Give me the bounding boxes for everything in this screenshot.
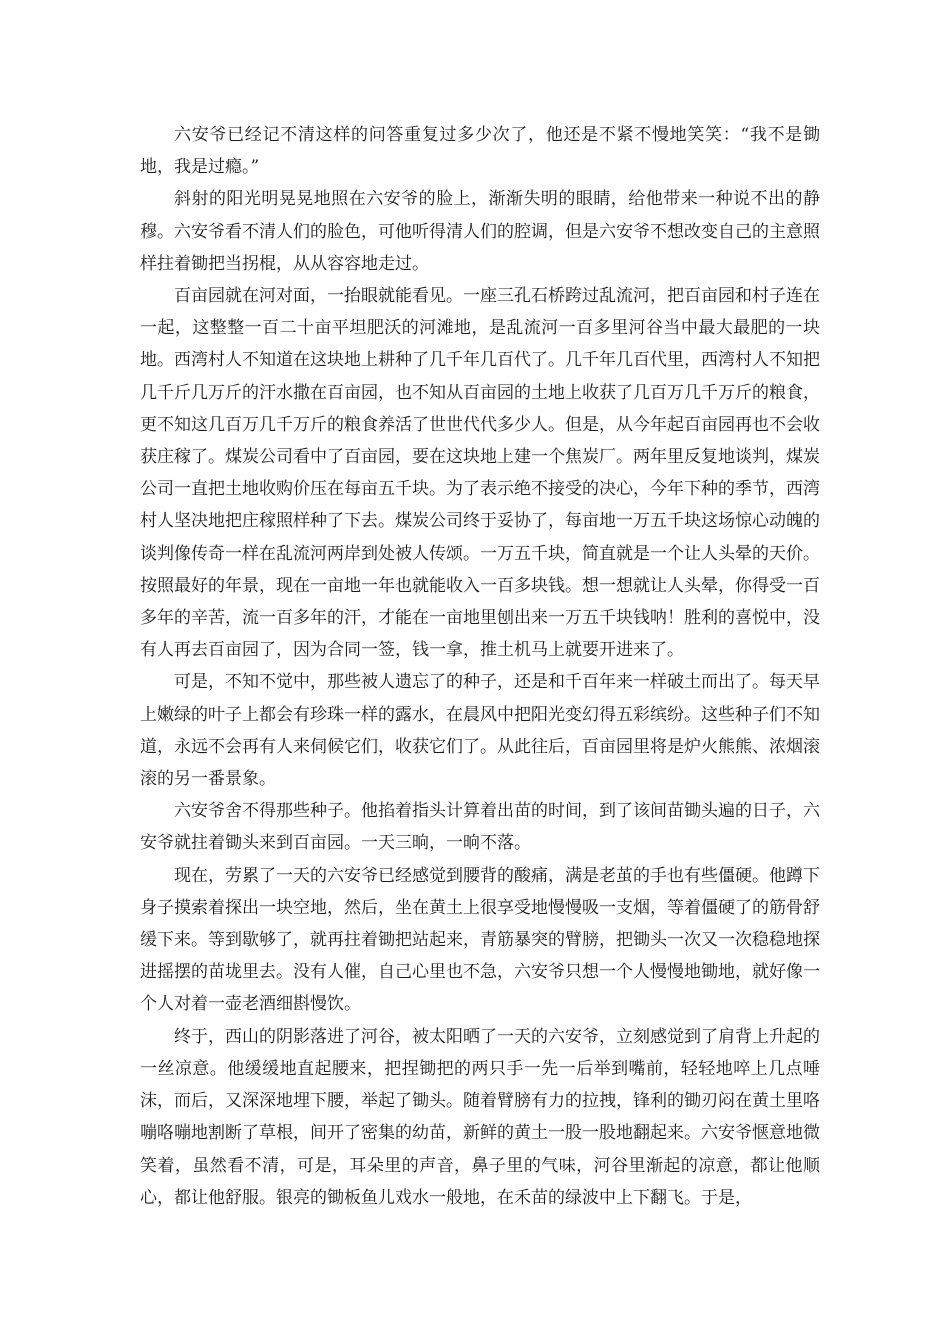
paragraph: 六安爷舍不得那些种子。他掐着指头计算着出苗的时间，到了该间苗锄头遍的日子，六安爷就拄着锄头来到百亩园。一天三晌，一晌不落。 [140, 801, 820, 854]
paragraph: 可是，不知不觉中，那些被人遗忘了的种子，还是和千百年来一样破土而出了。每天早上嫩绿的叶子上都会有珍珠一样的露水，在晨风中把阳光变幻得五彩缤纷。这些种子们不知道，永远不会再有人来伺候它们，收获它们了。从此往后，百亩园里将是炉火熊熊、浓烟滚滚的另一番景象。 [140, 672, 820, 790]
paragraph: 百亩园就在河对面，一抬眼就能看见。一座三孔石桥跨过乱流河，把百亩园和村子连在一起，这整整一百二十亩平坦肥沃的河滩地，是乱流河一百多里河谷当中最大最肥的一块地。西湾村人不知道在这块地上耕种了几千年几百代了。几千年几百代里，西湾村人不知把几千斤几万斤的汗水撒在百亩园，也不知从百亩园的土地上收获了几百万几千万斤的粮食，更不知这几百万几千万斤的粮食养活了世世代代多少人。但是，从今年起百亩园再也不会收获庄稼了。煤炭公司看中了百亩园，要在这块地上建一个焦炭厂。两年里反复地谈判，煤炭公司一直把土地收购价压在每亩五千块。为了表示绝不接受的决心，今年下种的季节，西湾村人坚决地把庄稼照样种了下去。煤炭公司终于妥协了，每亩地一万五千块这场惊心动魄的谈判像传奇一样在乱流河两岸到处被人传颂。一万五千块，简直就是一个让人头晕的天价。按照最好的年景，现在一亩地一年也就能收入一百多块钱。想一想就让人头晕，你得受一百多年的辛苦，流一百多年的汗，才能在一亩地里刨出来一万五千块钱呐！胜利的喜悦中，没有人再去百亩园了，因为合同一签，钱一拿，推土机马上就要开进来了。 [140, 286, 820, 661]
paragraph: 终于，西山的阴影落进了河谷，被太阳晒了一天的六安爷，立刻感觉到了肩背上升起的一丝凉意。他缓缓地直起腰来，把捏锄把的两只手一先一后举到嘴前，轻轻地啐上几点唾沫，而后，又深深地埋下腰，举起了锄头。随着臂膀有力的拉拽，锋利的锄刃闷在黄土里咯嘣咯嘣地割断了草根，间开了密集的幼苗，新鲜的黄土一股一股地翻起来。六安爷惬意地微笑着，虽然看不清，可是，耳朵里的声音，鼻子里的气味，河谷里渐起的凉意，都让他顺心，都让他舒服。银亮的锄板鱼儿戏水一般地，在禾苗的绿波中上下翻飞。于是， [140, 1026, 820, 1208]
paragraph: 斜射的阳光明晃晃地照在六安爷的脸上，渐渐失明的眼睛，给他带来一种说不出的静穆。六安爷看不清人们的脸色，可他听得清人们的腔调，但是六安爷不想改变自己的主意照样拄着锄把当拐棍，从从容容地走过。 [140, 189, 820, 274]
paragraph: 六安爷已经记不清这样的问答重复过多少次了，他还是不紧不慢地笑笑：“我不是锄地，我是过瘾。” [140, 125, 820, 178]
document-body [140, 119, 820, 1214]
paragraph: 现在，劳累了一天的六安爷已经感觉到腰背的酸痛，满是老茧的手也有些僵硬。他蹲下身子摸索着探出一块空地，然后，坐在黄土上很享受地慢慢吸一支烟，等着僵硬了的筋骨舒缓下来。等到歇够了，就再拄着锄把站起来，青筋暴突的臂膀，把锄头一次又一次稳稳地探进摇摆的苗垅里去。没有人催，自己心里也不急，六安爷只想一个人慢慢地锄地，就好像一个人对着一壶老酒细斟慢饮。 [140, 865, 820, 1015]
